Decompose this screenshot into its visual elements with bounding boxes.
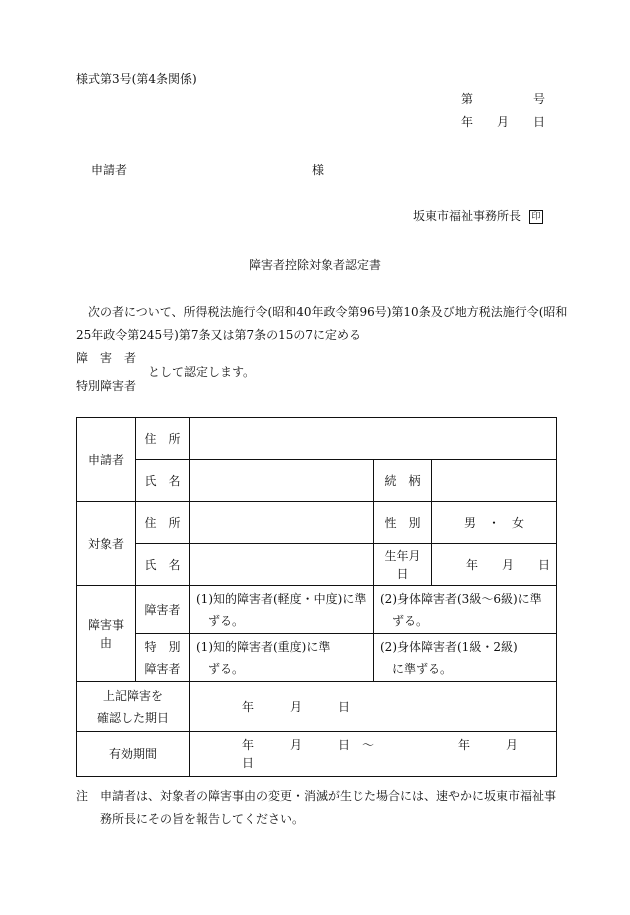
form-number: 様式第3号(第4条関係) <box>76 72 197 86</box>
certification-table <box>76 417 557 777</box>
applicant-group-label: 申請者 <box>77 418 136 502</box>
applicant-label: 申請者 <box>91 163 128 177</box>
subject-name-field[interactable] <box>190 544 374 586</box>
applicant-name-label: 氏 名 <box>136 460 190 502</box>
applicant-honorific: 様 <box>312 163 325 177</box>
issuer-name: 坂東市福祉事務所長 <box>413 209 522 223</box>
subject-group-label: 対象者 <box>77 502 136 586</box>
confirm-date-field[interactable]: 年 月 日 <box>190 682 557 732</box>
gender-label: 性 別 <box>374 502 432 544</box>
date-month: 月 <box>497 115 510 129</box>
table-row <box>77 682 557 732</box>
certify-text: として認定します。 <box>148 365 256 379</box>
special-option-1[interactable]: (1)知的障害者(重度)に準 ずる。 <box>190 634 374 682</box>
table-row <box>77 502 557 544</box>
applicant-address-field[interactable] <box>190 418 557 460</box>
doc-number-suffix: 号 <box>533 92 546 106</box>
subject-address-field[interactable] <box>190 502 374 544</box>
note-line-1: 注 申請者は、対象者の障害事由の変更・消滅が生じた場合には、速やかに坂東市福祉事 <box>76 789 557 803</box>
table-row <box>77 634 557 682</box>
date-year: 年 <box>461 115 474 129</box>
body-line-2: 25年政令第245号)第7条又は第7条の15の7に定める <box>76 328 362 342</box>
relationship-field[interactable] <box>432 460 557 502</box>
gender-options[interactable]: 男 ・ 女 <box>432 502 557 544</box>
issuer <box>413 207 543 224</box>
applicant-address-label: 住 所 <box>136 418 190 460</box>
confirm-date-label: 上記障害を 確認した期日 <box>77 682 190 732</box>
note-line-2: 務所長にその旨を報告してください。 <box>100 812 305 826</box>
disabled-option-1[interactable]: (1)知的障害者(軽度・中度)に準 ずる。 <box>190 586 374 634</box>
subject-address-label: 住 所 <box>136 502 190 544</box>
table-row <box>77 586 557 634</box>
valid-period-field[interactable]: 年 月 日 ～ 年 月 日 <box>190 732 557 777</box>
option-special-disabled: 特別障害者 <box>76 379 137 393</box>
reason-group-label: 障害事由 <box>77 586 136 682</box>
valid-period-label: 有効期間 <box>77 732 190 777</box>
table-row <box>77 544 557 586</box>
doc-number-prefix: 第 <box>461 92 474 106</box>
subject-name-label: 氏 名 <box>136 544 190 586</box>
special-option-2[interactable]: (2)身体障害者(1級・2級) に準ずる。 <box>374 634 557 682</box>
seal-mark: 印 <box>529 210 543 224</box>
applicant-name-field[interactable] <box>190 460 374 502</box>
disabled-label: 障害者 <box>136 586 190 634</box>
disabled-option-2[interactable]: (2)身体障害者(3級～6級)に準 ずる。 <box>374 586 557 634</box>
body-line-1: 次の者について、所得税法施行令(昭和40年政令第96号)第10条及び地方税法施行令(昭和 <box>88 305 568 319</box>
birthdate-label: 生年月日 <box>374 544 432 586</box>
document-title: 障害者控除対象者認定書 <box>248 258 381 272</box>
table-row <box>77 732 557 777</box>
option-disabled: 障 害 者 <box>76 351 137 365</box>
table-row <box>77 418 557 460</box>
date-day: 日 <box>533 115 546 129</box>
special-disabled-label: 特 別 障害者 <box>136 634 190 682</box>
birthdate-field[interactable]: 年 月 日 <box>432 544 557 586</box>
table-row <box>77 460 557 502</box>
relationship-label: 続 柄 <box>374 460 432 502</box>
